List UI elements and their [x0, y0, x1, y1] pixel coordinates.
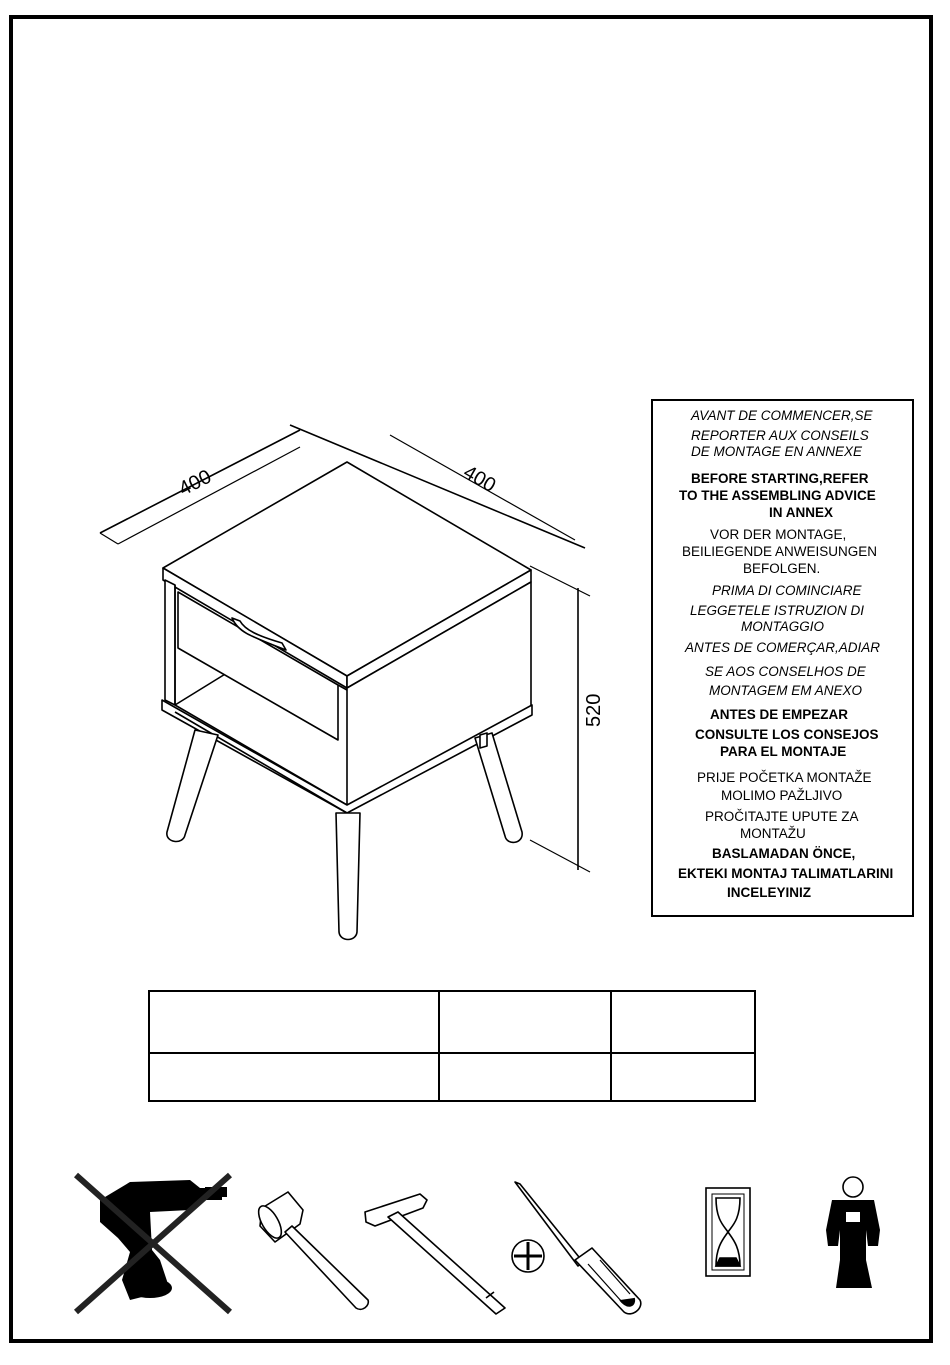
notice-hr-line-1: PRIJE POČETKA MONTAŽE — [697, 770, 872, 785]
notice-it-line-3: MONTAGGIO — [741, 619, 824, 634]
leg-back-right — [475, 733, 522, 842]
notice-en-line-2: TO THE ASSEMBLING ADVICE — [679, 488, 876, 503]
notice-tr-line-1: BASLAMADAN ÖNCE, — [712, 846, 856, 861]
notice-de-line-1: VOR DER MONTAGE, — [710, 527, 847, 542]
notice-it-line-2: LEGGETELE ISTRUZION DI — [690, 603, 865, 618]
notice-hr-line-2: MOLIMO PAŽLJIVO — [721, 788, 843, 803]
table-cell — [611, 991, 755, 1053]
notice-hr-line-3: PROČITAJTE UPUTE ZA — [705, 809, 859, 824]
tool-icons-row — [0, 1160, 950, 1325]
notice-tr-line-2: EKTEKI MONTAJ TALIMATLARINI — [678, 866, 894, 881]
table-row — [149, 991, 755, 1053]
notice-hr-line-4: MONTAŽU — [740, 826, 806, 841]
notice-pt-line-2: SE AOS CONSELHOS DE — [705, 664, 866, 679]
dimension-width-label: 400 — [175, 465, 216, 501]
dimension-height-label: 520 — [583, 693, 605, 727]
leg-front-left — [167, 730, 218, 841]
notice-en-line-3: IN ANNEX — [769, 505, 834, 520]
worker-icon — [826, 1177, 880, 1288]
notice-es-line-1: ANTES DE EMPEZAR — [710, 707, 849, 722]
table-cell — [149, 1053, 439, 1101]
parts-info-table — [148, 990, 756, 1102]
notice-pt-line-1: ANTES DE COMERÇAR,ADIAR — [685, 640, 881, 655]
phillips-screwdriver-icon — [512, 1182, 641, 1314]
table-cell — [439, 1053, 611, 1101]
table-cell — [149, 991, 439, 1053]
assembly-notice-box — [651, 399, 914, 917]
hammer-icon — [365, 1194, 505, 1314]
notice-tr-line-3: INCELEYINIZ — [727, 885, 812, 900]
notice-en-line-1: BEFORE STARTING,REFER — [691, 471, 869, 486]
no-drill-icon — [76, 1175, 230, 1312]
notice-fr-line-2: REPORTER AUX CONSEILS — [691, 428, 869, 443]
notice-pt-line-3: MONTAGEM EM ANEXO — [709, 683, 863, 698]
leg-front-center — [336, 813, 360, 940]
mallet-icon — [254, 1192, 368, 1309]
notice-fr-line-3: DE MONTAGE EN ANNEXE — [691, 444, 863, 459]
notice-de-line-2: BEILIEGENDE ANWEISUNGEN — [682, 544, 878, 559]
hourglass-icon — [706, 1188, 750, 1276]
notice-fr-line-1: AVANT DE COMMENCER,SE — [691, 408, 873, 423]
dimension-depth-label: 400 — [459, 461, 500, 498]
table-cell — [611, 1053, 755, 1101]
notice-es-line-3: PARA EL MONTAJE — [720, 744, 847, 759]
table-row — [149, 1053, 755, 1101]
table-cell — [439, 991, 611, 1053]
notice-es-line-2: CONSULTE LOS CONSEJOS — [695, 727, 879, 742]
notice-de-line-3: BEFOLGEN. — [743, 561, 821, 576]
notice-it-line-1: PRIMA DI COMINCIARE — [712, 583, 862, 598]
